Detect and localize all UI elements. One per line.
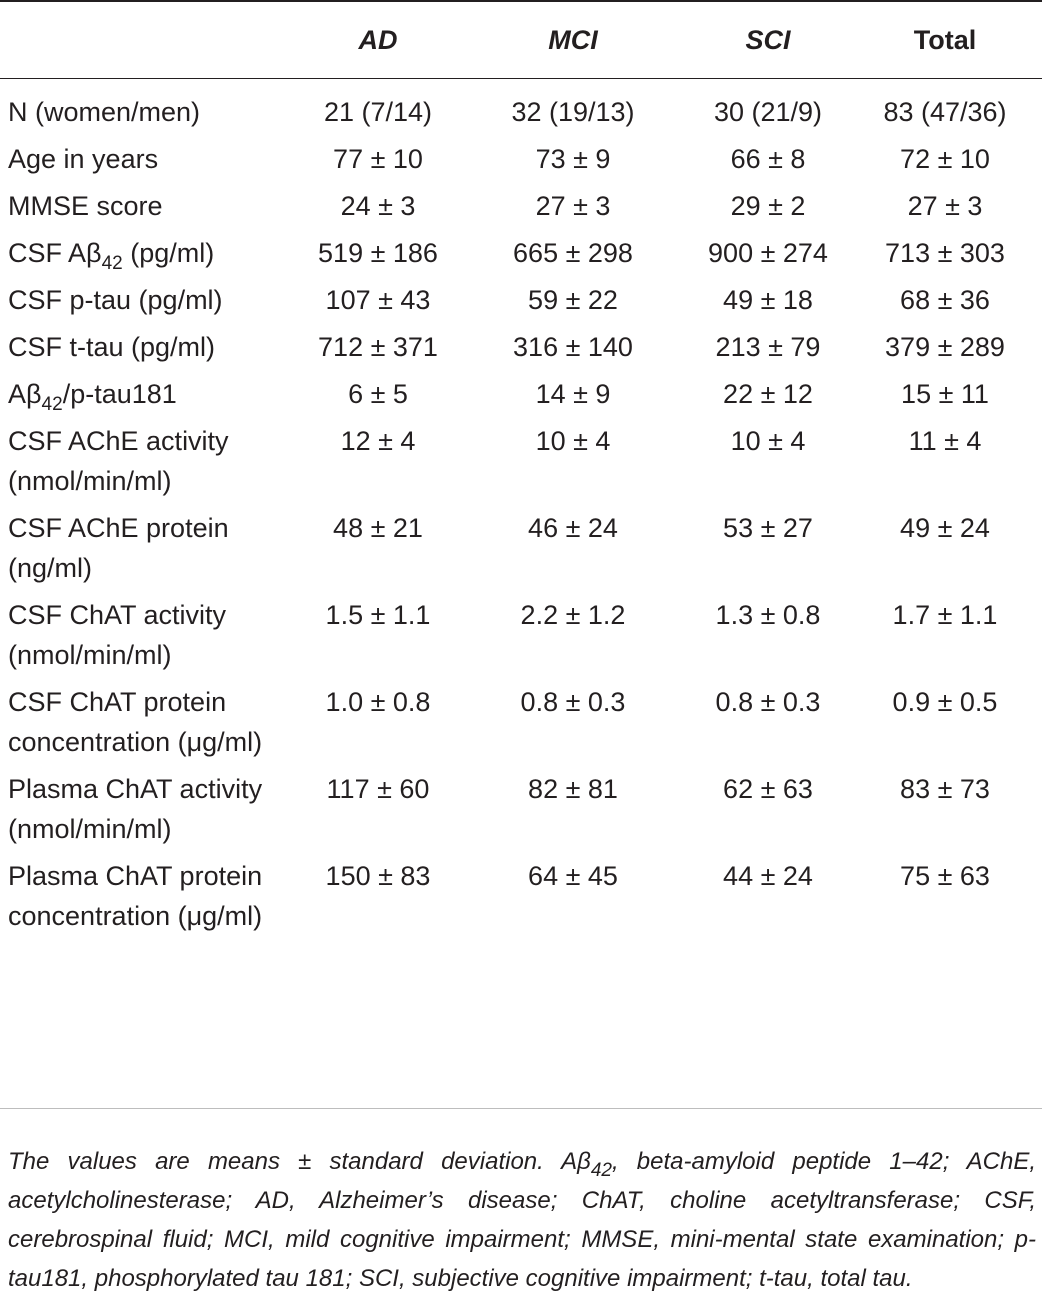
cell-mci: 73 ± 9: [535, 144, 611, 174]
cell-mci: 64 ± 45: [528, 861, 618, 891]
cell-ad: 21 (7/14): [323, 97, 433, 127]
row-label: CSF ChAT activity (nmol/min/ml): [8, 600, 227, 670]
cell-total: 15 ± 11: [901, 379, 989, 409]
cell-total: 72 ± 10: [900, 144, 990, 174]
header-ad: AD: [358, 24, 398, 55]
row-label: N (women/men): [8, 97, 201, 127]
row-label: Plasma ChAT protein concentration (μg/ml): [8, 861, 263, 931]
table-row: [0, 80, 1042, 139]
table-row: [0, 327, 1042, 374]
cell-sci: 0.8 ± 0.3: [715, 687, 821, 717]
cell-ad: 1.5 ± 1.1: [325, 600, 431, 630]
cell-sci: 10 ± 4: [730, 426, 806, 456]
row-label: MMSE score: [8, 191, 163, 221]
cell-ad: 150 ± 83: [325, 861, 431, 891]
row-label: CSF AChE protein (ng/ml): [8, 513, 229, 583]
footnote-subscript: 42: [590, 1160, 612, 1181]
cell-ad: 12 ± 4: [340, 426, 416, 456]
label-text: CSF Aβ: [8, 238, 102, 268]
cell-sci: 44 ± 24: [723, 861, 813, 891]
cell-mci: 665 ± 298: [513, 238, 633, 268]
footnote-text: The values are means ± standard deviation. Aβ: [8, 1148, 591, 1175]
table-bottom-rule: [0, 1108, 1042, 1109]
header-mci: MCI: [548, 24, 598, 55]
header-row: [0, 0, 1042, 80]
label-text: Aβ: [8, 379, 42, 409]
cell-sci: 49 ± 18: [723, 285, 813, 315]
table-row: [0, 186, 1042, 233]
cell-total: 83 (47/36): [883, 97, 1007, 127]
cell-total: 379 ± 289: [885, 332, 1005, 362]
row-label: CSF t-tau (pg/ml): [8, 332, 216, 362]
cell-ad: 712 ± 371: [318, 332, 438, 362]
cell-total: 713 ± 303: [885, 238, 1005, 268]
cell-total: 75 ± 63: [900, 861, 990, 891]
cell-total: 1.7 ± 1.1: [892, 600, 998, 630]
header-sci: SCI: [745, 24, 791, 55]
cell-mci: 46 ± 24: [528, 513, 618, 543]
row-label: CSF p-tau (pg/ml): [8, 285, 223, 315]
cell-total: 83 ± 73: [900, 774, 990, 804]
cell-sci: 53 ± 27: [723, 513, 813, 543]
cell-ad: 6 ± 5: [348, 379, 408, 409]
row-label: Plasma ChAT activity (nmol/min/ml): [8, 774, 263, 844]
cell-ad: 48 ± 21: [333, 513, 423, 543]
cell-sci: 66 ± 8: [730, 144, 806, 174]
cell-mci: 0.8 ± 0.3: [520, 687, 626, 717]
cell-total: 11 ± 4: [908, 426, 982, 456]
cell-mci: 2.2 ± 1.2: [520, 600, 626, 630]
table-row: [0, 233, 1042, 280]
cell-ad: 24 ± 3: [340, 191, 416, 221]
cell-total: 27 ± 3: [907, 191, 983, 221]
cell-mci: 10 ± 4: [535, 426, 611, 456]
cell-sci: 30 (21/9): [713, 97, 823, 127]
cell-ad: 519 ± 186: [318, 238, 438, 268]
cell-ad: 1.0 ± 0.8: [325, 687, 431, 717]
table-row: [0, 595, 1042, 682]
cell-mci: 14 ± 9: [535, 379, 611, 409]
cell-total: 49 ± 24: [900, 513, 990, 543]
cell-mci: 27 ± 3: [535, 191, 611, 221]
table-row: [0, 769, 1042, 856]
label-subscript: 42: [101, 253, 123, 274]
header-empty: [0, 0, 298, 80]
table-row: [0, 374, 1042, 421]
cell-ad: 117 ± 60: [326, 774, 430, 804]
cell-sci: 22 ± 12: [723, 379, 813, 409]
cell-ad: 77 ± 10: [333, 144, 423, 174]
header-total: Total: [913, 24, 977, 55]
table-row: [0, 139, 1042, 186]
table-footnote: [8, 1142, 1036, 1298]
footnote-text: , beta-amyloid peptide 1–42; AChE, acetylcholinesterase; AD, Alzheimer’s disease; ChAT, choline acetyltransferase; CSF, cerebrospinal fluid; MCI, mild cognitive impairment; MMSE, mini-mental state examination; p-tau181, phosphorylated tau 181; SCI, subjective cognitive impairment; t-tau, total tau.: [8, 1148, 1037, 1292]
row-label: CSF AChE activity (nmol/min/ml): [8, 426, 229, 496]
cell-sci: 29 ± 2: [730, 191, 806, 221]
cell-mci: 59 ± 22: [528, 285, 618, 315]
row-label: Age in years: [8, 144, 159, 174]
table-row: [0, 280, 1042, 327]
label-subscript: 42: [41, 394, 63, 415]
table-row: [0, 682, 1042, 769]
cell-mci: 82 ± 81: [528, 774, 618, 804]
cell-mci: 32 (19/13): [511, 97, 635, 127]
cell-sci: 900 ± 274: [708, 238, 828, 268]
table-row: [0, 508, 1042, 595]
cell-total: 68 ± 36: [900, 285, 990, 315]
table-row: [0, 421, 1042, 508]
row-label: [0, 233, 298, 280]
cell-total: 0.9 ± 0.5: [892, 687, 998, 717]
cell-sci: 62 ± 63: [723, 774, 813, 804]
cell-ad: 107 ± 43: [325, 285, 431, 315]
cell-sci: 213 ± 79: [715, 332, 821, 362]
table-row: [0, 856, 1042, 943]
label-text: (pg/ml): [122, 238, 215, 268]
row-label: CSF ChAT protein concentration (μg/ml): [8, 687, 263, 757]
label-text: /p-tau181: [62, 379, 177, 409]
row-label: [0, 374, 298, 421]
cell-mci: 316 ± 140: [513, 332, 633, 362]
cell-sci: 1.3 ± 0.8: [715, 600, 821, 630]
